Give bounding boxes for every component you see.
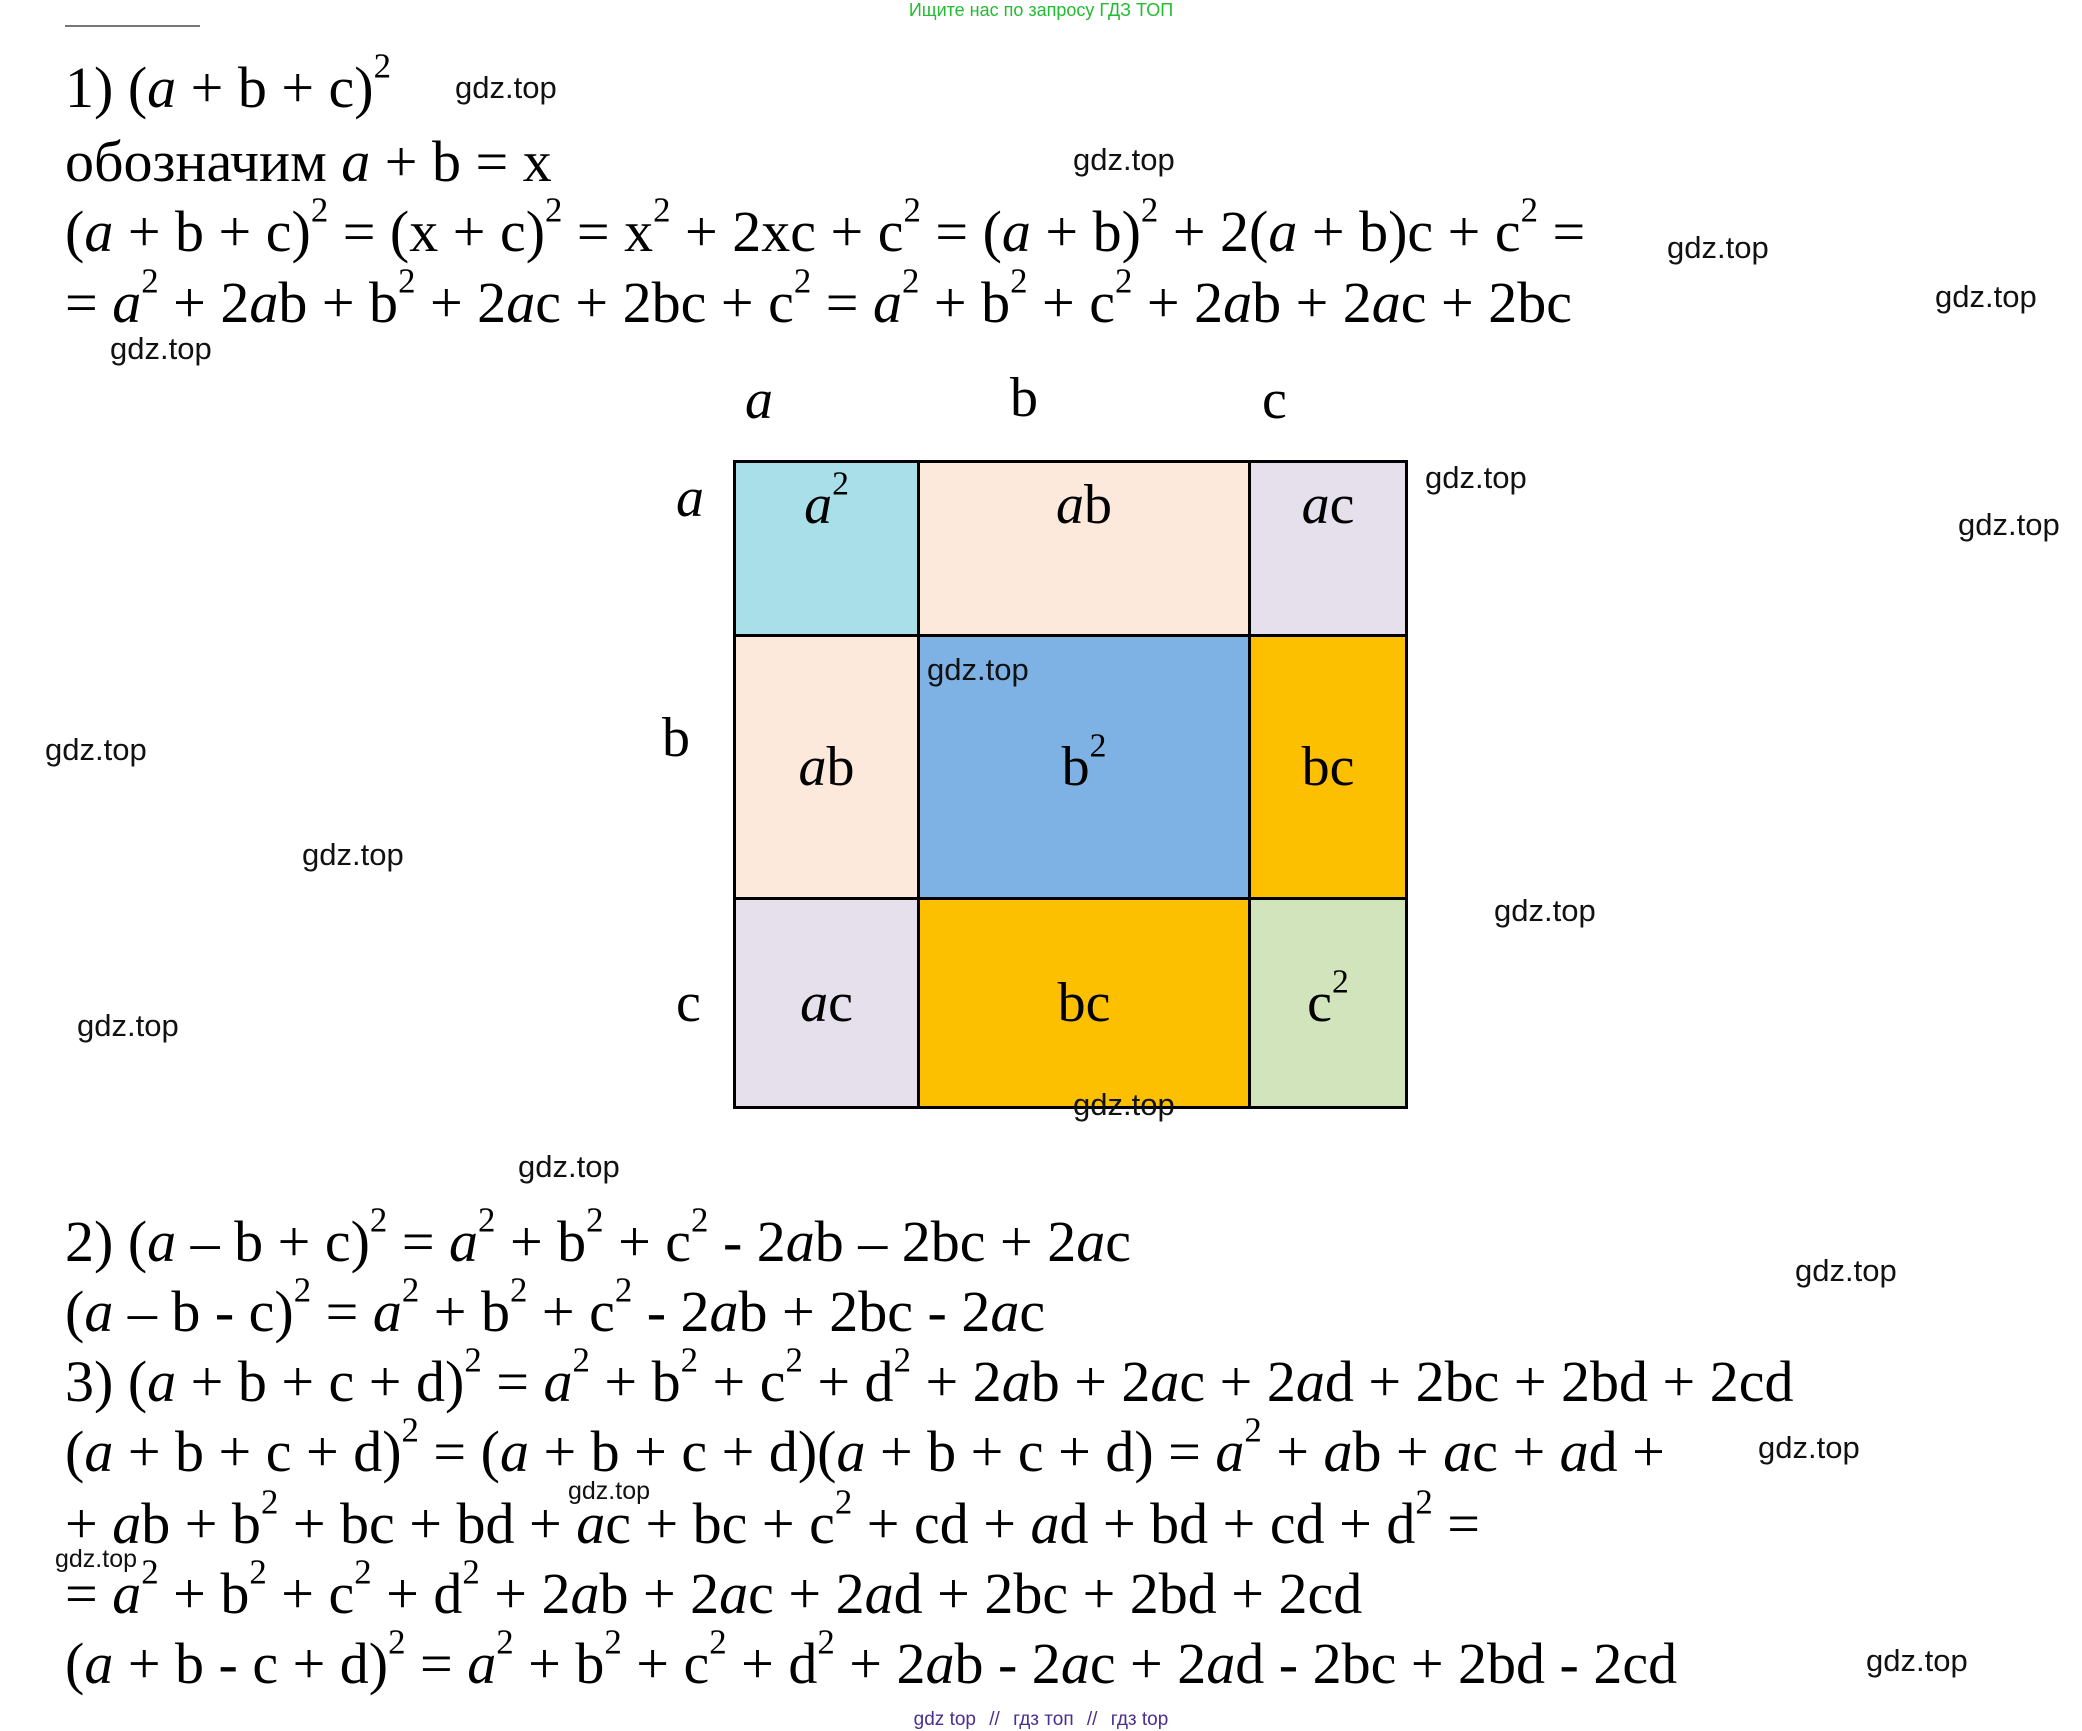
watermark: gdz.top (1958, 507, 2060, 542)
footer-separator: // (989, 1709, 1000, 1730)
search-banner: Ищите нас по запросу ГДЗ ТОП (908, 0, 1174, 20)
cell-ab-left: ab (733, 634, 920, 900)
cell-bc-right: bc (1248, 634, 1408, 900)
watermark: gdz.top (927, 652, 1029, 687)
col-label-b: b (1010, 367, 1038, 429)
formula-line-8: $(a + b + c + d)^2 = (a + b + c + d)(a + b + c + d) = a^2$ + ab + ac + ad + (65, 1410, 1665, 1484)
watermark: gdz.top (1758, 1430, 1860, 1465)
watermark: gdz.top (45, 732, 147, 767)
cell-b-squared: $b^2$ (917, 634, 1251, 900)
col-label-a: a (745, 369, 773, 431)
watermark: gdz.top (1425, 460, 1527, 495)
cell-bc-bottom: bc (917, 897, 1251, 1109)
watermark: gdz.top (455, 70, 557, 105)
watermark: gdz.top (518, 1149, 620, 1184)
row-label-b: b (662, 707, 690, 769)
watermark: gdz.top (55, 1545, 138, 1573)
footer-link-3[interactable]: гдз top (1110, 1709, 1169, 1730)
watermark: gdz.top (77, 1008, 179, 1043)
footer-link-2[interactable]: гдз топ (1013, 1709, 1074, 1730)
watermark: gdz.top (302, 837, 404, 872)
watermark: gdz.top (1935, 279, 2037, 314)
watermark: gdz.top (1073, 1087, 1175, 1122)
footer-separator: // (1086, 1709, 1098, 1730)
formula-line-10: = $a^2 + b^2 + c^2 + d^2 + 2ab + 2ac + 2ad + 2bc + 2bd + 2cd$ (65, 1552, 1363, 1626)
formula-line-3: $(a + b + c)^2 = (x + c)^2 = x^2 + 2xc + c^2 = (a + b)^2 + 2(a + b)c + c^2$ = (65, 190, 1586, 264)
watermark: gdz.top (1667, 230, 1769, 265)
watermark: gdz.top (1795, 1253, 1897, 1288)
cell-ac-top: ac (1248, 460, 1408, 637)
cell-ac-bottom: ac (733, 897, 920, 1109)
cell-ab-top: ab (917, 460, 1251, 637)
watermark: gdz.top (1494, 893, 1596, 928)
formula-line-1: 1) $(a + b + c)^2$ (65, 46, 392, 120)
watermark: gdz.top (1073, 142, 1175, 177)
formula-line-9: + ab + $b^2$ + bc + bd + ac + bc + $c^2$ + cd + ad + bd + cd + $d^2$ = (65, 1482, 1480, 1556)
watermark: gdz.top (568, 1477, 651, 1505)
footer-link-1[interactable]: gdz top (913, 1709, 976, 1730)
formula-line-11: $(a + b - c + d)^2 = a^2 + b^2 + c^2 + d^2 + 2ab - 2ac + 2ad - 2bc + 2bd - 2cd$ (65, 1622, 1678, 1696)
formula-line-4: = $a^2 + 2ab + b^2 + 2ac + 2bc + c^2 = a^2 + b^2 + c^2 + 2ab + 2ac + 2bc$ (65, 261, 1572, 335)
row-label-a: a (676, 467, 704, 529)
cell-a-squared: $a^2$ (733, 460, 920, 637)
formula-line-7: 3) $(a + b + c + d)^2 = a^2 + b^2 + c^2 + d^2 + 2ab + 2ac + 2ad + 2bc + 2bd + 2cd$ (65, 1340, 1794, 1414)
formula-line-5: 2) $(a - b + c)^2 = a^2 + b^2 + c^2 - 2ab - 2bc + 2ac$ (65, 1200, 1131, 1274)
watermark: gdz.top (110, 331, 212, 366)
row-label-c: c (676, 972, 701, 1034)
cell-c-squared: $c^2$ (1248, 897, 1408, 1109)
footer-links (0, 1709, 2082, 1731)
formula-line-6: $(a - b - c)^2 = a^2 + b^2 + c^2 - 2ab + 2bc - 2ac$ (65, 1270, 1046, 1344)
top-rule (65, 25, 200, 27)
formula-line-2: обозначим a + b = x (65, 129, 552, 194)
col-label-c: c (1262, 369, 1287, 431)
watermark: gdz.top (1866, 1643, 1968, 1678)
